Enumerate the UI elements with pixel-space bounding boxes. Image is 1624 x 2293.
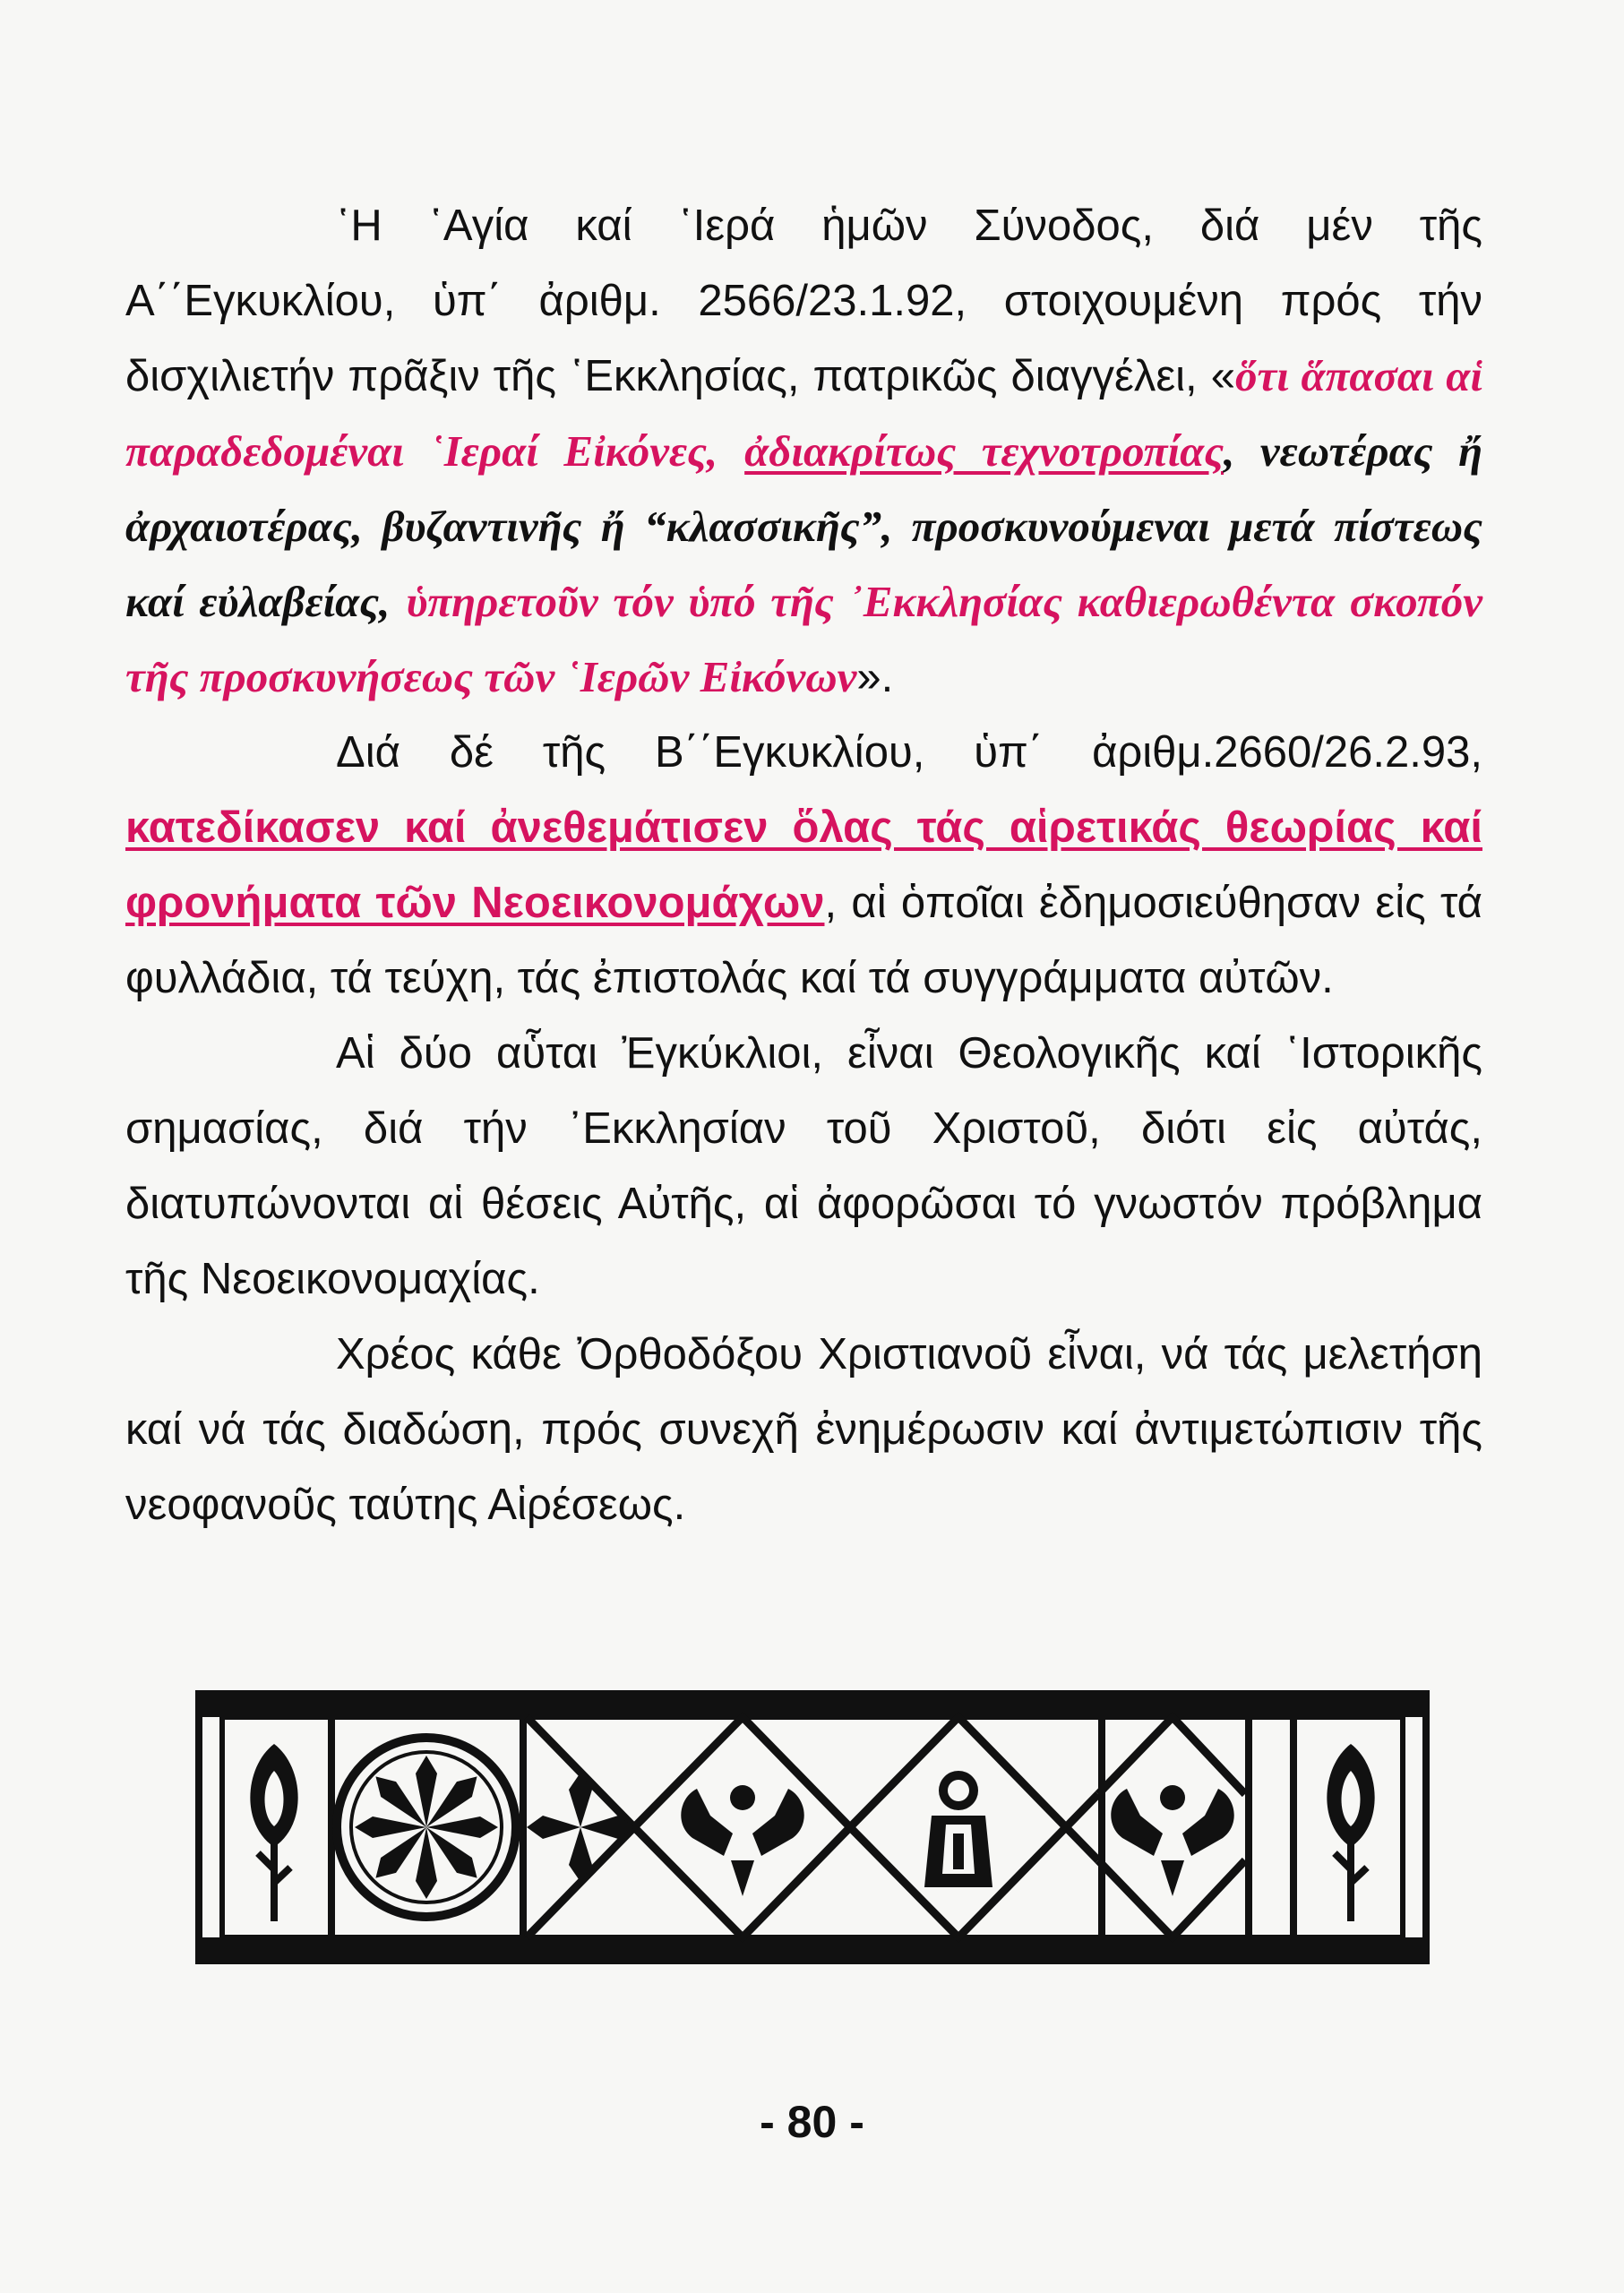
main-text <box>125 188 1482 1542</box>
star-rosette-icon <box>1252 1722 1288 1932</box>
paragraph-2-intro: Διά δέ τῆς Β΄΄Εγκυκλίου, ὑπ΄ ἀριθμ.2660/26.2.93, <box>336 728 1482 777</box>
paragraph-4: Χρέος κάθε Ὀρθοδόξου Χριστιανοῦ εἶναι, νά τάς μελετήση καί νά τάς διαδώση, πρός συνεχῆ ἐνημέρωσιν καί ἀντιμετώπισιν τῆς νεοφανοῦς ταύτης Αἱρέσεως. <box>125 1330 1482 1529</box>
paragraph-2-rest: , αἱ ὁποῖαι ἐδημοσιεύθησαν εἰς τά φυλλάδια, τά τεύχη, τάς ἐπιστολάς καί τά συγγράμματα αὐτῶν. <box>125 879 1483 1002</box>
paragraph-2-highlight: κατεδίκασεν καί ἀνεθεμάτισεν ὅλας τάς αἱρετικάς θεωρίας καί φρονήματα τῶν Νεοεικονομάχων <box>125 803 1482 927</box>
quote-part-2-underlined: ἀδιακρίτως τεχνοτροπίας <box>744 426 1224 476</box>
decorative-ornament-band <box>195 1690 1430 1964</box>
quote-part-4: ὑπηρετοῦν τόν ὑπό τῆς ᾿Εκκλησίας καθιερωθέντα σκοπόν τῆς προσκυνήσεως τῶν ῾Ιερῶν Εἰκόνων <box>125 577 1482 701</box>
paragraph-2 <box>125 715 1482 1016</box>
paragraph-1-intro: ῾Η ῾Αγία καί ῾Ιερά ἡμῶν Σύνοδος, διά μέν τῆς Α΄΄Εγκυκλίου, ὑπ΄ ἀριθμ. 2566/23.1.92, στοιχουμένη πρός τήν δισχιλιετήν πρᾶξιν τῆς ῾Εκκλησίας, πατρικῶς διαγγέλει, « <box>125 202 1482 400</box>
paragraph-1 <box>125 188 1482 715</box>
quote-part-3: , νεωτέρας ἤ ἀρχαιοτέρας, βυζαντινῆς ἤ “κλασσικῆς”, προσκυνούμεναι μετά πίστεως καί εὐλαβείας, <box>125 426 1482 626</box>
page-number: - 80 - <box>760 2097 864 2147</box>
star-rosette-icon <box>337 1738 516 1917</box>
quote-close: ». <box>856 653 894 701</box>
paragraph-3: Αἱ δύο αὗται Ἐγκύκλιοι, εἶναι Θεολογικῆς καί ῾Ιστορικῆς σημασίας, διά τήν ᾿Εκκλησίαν τοῦ Χριστοῦ, διότι εἰς αὐτάς, διατυπώνονται αἱ θέσεις Αὐτῆς, αἱ ἀφορῶσαι τό γνωστόν πρόβλημα τῆς Νεοεικονομαχίας. <box>125 1029 1482 1303</box>
quote-part-1: ὅτι ἅπασαι αἱ παραδεδομέναι ῾Ιεραί Εἰκόνες, <box>125 351 1482 476</box>
